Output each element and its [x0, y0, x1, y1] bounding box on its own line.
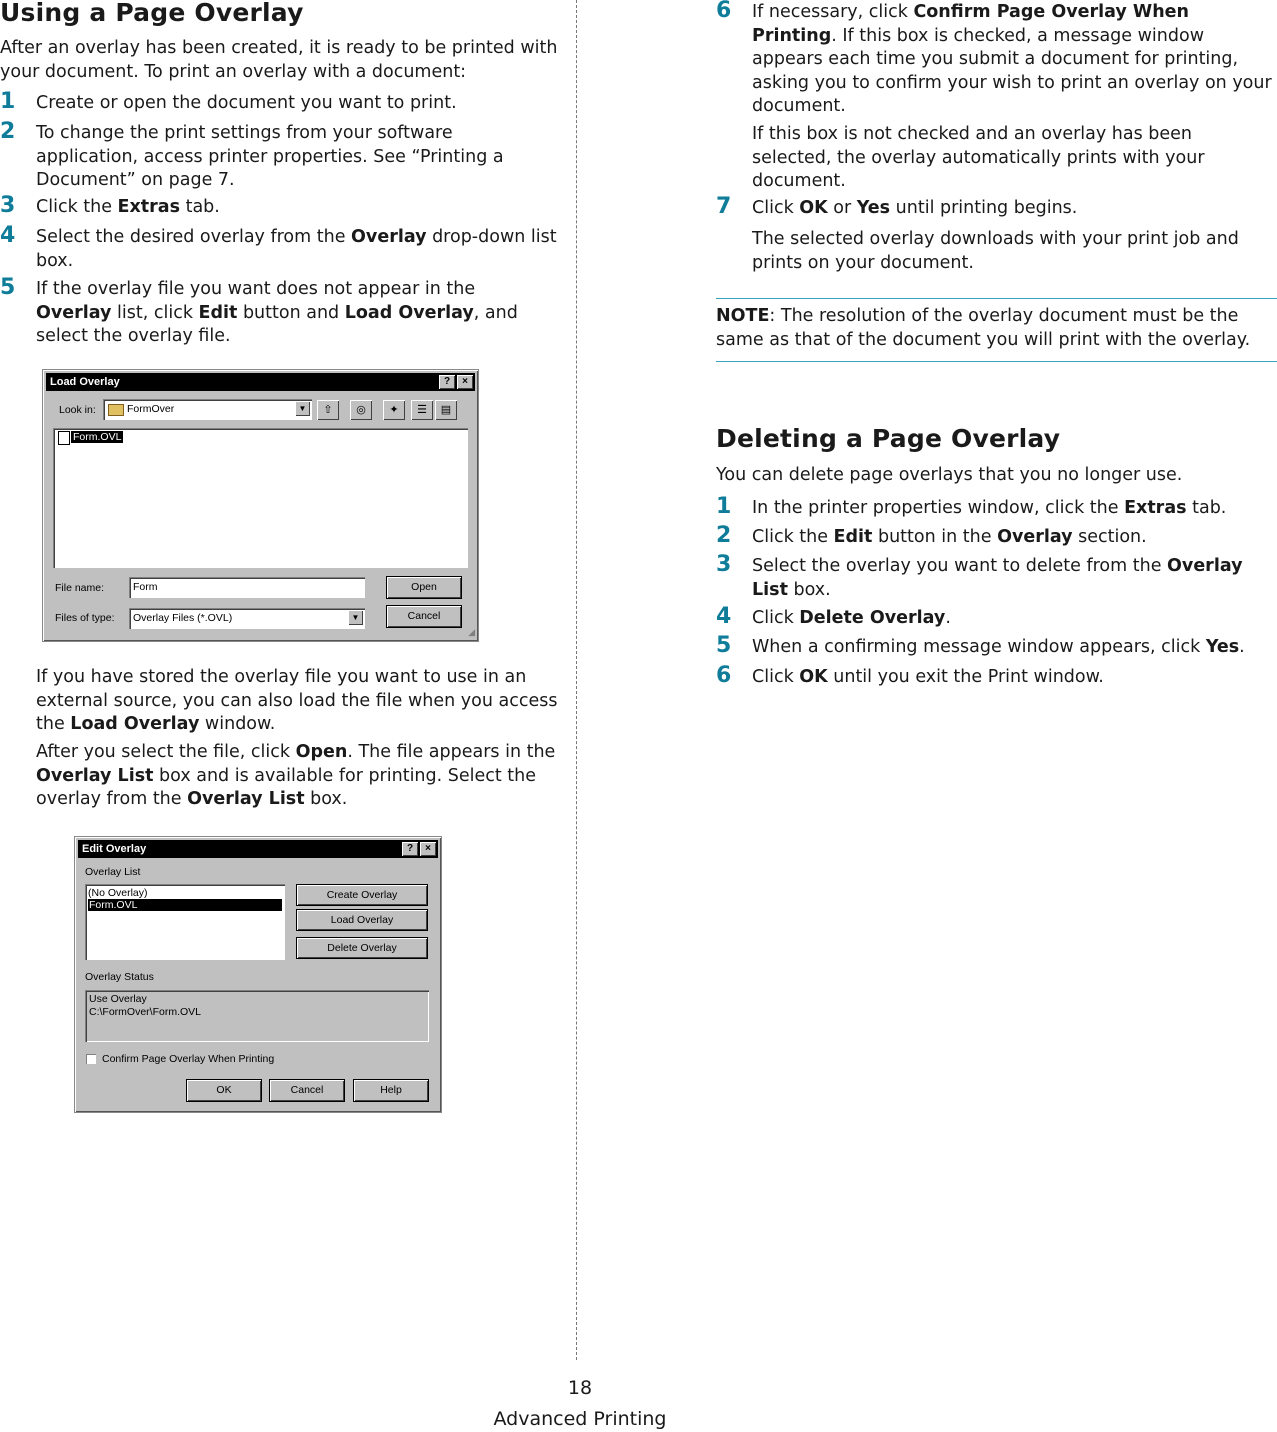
dialog-title: Edit Overlay [82, 843, 147, 855]
list-item: 7 Click OK or Yes until printing begins. [716, 194, 1078, 219]
list-item: 3 Click the Extras tab. [0, 193, 220, 218]
list-item: 5 If the overlay file you want does not appear in the Overlay list, click Edit button and Load Overlay, and select the overlay file. [0, 275, 518, 346]
overlay-list[interactable] [85, 884, 285, 960]
open-button[interactable]: Open [387, 577, 461, 598]
list-item: 2 To change the print settings from your software application, access printer properties. See “Printing a Document” on page 7. [0, 119, 504, 190]
external-source-paragraph: If you have stored the overlay file you want to use in an external source, you can also load the file when you access the Load Overlay window. [36, 667, 558, 734]
confirm-checkbox-label[interactable]: Confirm Page Overlay When Printing [102, 1053, 275, 1065]
cancel-button[interactable]: Cancel [387, 606, 461, 627]
section-title-using-overlay: Using a Page Overlay [0, 0, 304, 27]
delete-overlay-button[interactable]: Delete Overlay [297, 938, 427, 958]
list-item[interactable]: Form.OVL [88, 899, 282, 911]
dialog-titlebar [78, 840, 438, 858]
footer-section-title: Advanced Printing [493, 1408, 667, 1430]
close-icon[interactable]: × [457, 375, 473, 389]
note-bottom-rule [716, 361, 1277, 362]
ok-button[interactable]: OK [187, 1080, 261, 1101]
load-overlay-dialog [42, 369, 479, 642]
overlay-status-label: Overlay Status [85, 971, 154, 983]
help-icon[interactable]: ? [402, 842, 418, 856]
list-item: 1 Create or open the document you want to print. [0, 89, 457, 114]
list-item: 4 Click Delete Overlay. [716, 604, 951, 629]
list-item: 5 When a confirming message window appears, click Yes. [716, 633, 1245, 658]
file-list[interactable] [53, 428, 468, 568]
new-folder-icon[interactable]: ✦ [383, 400, 405, 420]
cancel-button[interactable]: Cancel [270, 1080, 344, 1101]
details-view-icon[interactable]: ▤ [435, 400, 457, 420]
look-in-combo[interactable]: FormOver ▼ [103, 399, 312, 420]
intro2-paragraph: You can delete page overlays that you no longer use. [716, 465, 1183, 485]
select-file-paragraph: After you select the file, click Open. The file appears in the Overlay List box and is available for printing. Select the overlay from the Overlay List box. [36, 742, 556, 809]
list-item[interactable]: (No Overlay) [88, 887, 148, 899]
step7-note: The selected overlay downloads with your print job and prints on your document. [752, 229, 1239, 273]
help-icon[interactable]: ? [439, 375, 455, 389]
edit-overlay-dialog [74, 836, 442, 1113]
confirm-checkbox[interactable] [86, 1054, 96, 1064]
desktop-icon[interactable]: ◎ [350, 400, 372, 420]
dialog-titlebar [46, 373, 475, 391]
list-item: 6 Click OK until you exit the Print window. [716, 663, 1104, 688]
file-type-combo[interactable]: Overlay Files (*.OVL) ▼ [129, 608, 365, 629]
file-type-label: Files of type: [55, 612, 115, 624]
note-top-rule [716, 298, 1277, 299]
folder-icon [108, 404, 124, 416]
chevron-down-icon[interactable]: ▼ [295, 401, 310, 416]
column-divider [576, 0, 577, 1360]
look-in-label: Look in: [59, 404, 96, 416]
list-view-icon[interactable]: ☰ [411, 400, 433, 420]
file-name-label: File name: [55, 582, 105, 594]
list-item: 2 Click the Edit button in the Overlay section. [716, 523, 1147, 548]
overlay-status-box: Use Overlay C:\FormOver\Form.OVL [85, 990, 429, 1042]
help-button[interactable]: Help [354, 1080, 428, 1101]
list-item: 6 If necessary, click Confirm Page Overlay When Printing. If this box is checked, a message window appears each time you submit a document for printing, asking you to confirm your wish to print an overlay on your document. [716, 0, 1272, 116]
list-item: 3 Select the overlay you want to delete from the Overlay List box. [716, 552, 1243, 600]
dialog-title: Load Overlay [50, 376, 120, 388]
resize-grip-icon[interactable]: ◢ [468, 627, 475, 637]
up-folder-icon[interactable]: ⇧ [317, 400, 339, 420]
list-item: 4 Select the desired overlay from the Overlay drop-down list box. [0, 223, 557, 271]
file-icon [58, 431, 70, 445]
note-paragraph: NOTE: The resolution of the overlay document must be the same as that of the document you will print with the overlay. [716, 306, 1251, 350]
intro-paragraph: After an overlay has been created, it is ready to be printed with your document. To print an overlay with a document: [0, 38, 558, 82]
page-number: 18 [567, 1377, 593, 1399]
section-title-deleting-overlay: Deleting a Page Overlay [716, 424, 1061, 453]
chevron-down-icon[interactable]: ▼ [348, 610, 363, 625]
create-overlay-button[interactable]: Create Overlay [297, 885, 427, 905]
file-name-field[interactable]: Form [129, 577, 365, 598]
step6-note: If this box is not checked and an overlay has been selected, the overlay automatically prints with your document. [752, 124, 1205, 191]
list-item: 1 In the printer properties window, click the Extras tab. [716, 494, 1227, 519]
list-item[interactable]: Form.OVL [73, 431, 122, 443]
overlay-list-label: Overlay List [85, 866, 141, 878]
load-overlay-button[interactable]: Load Overlay [297, 910, 427, 930]
close-icon[interactable]: × [420, 842, 436, 856]
